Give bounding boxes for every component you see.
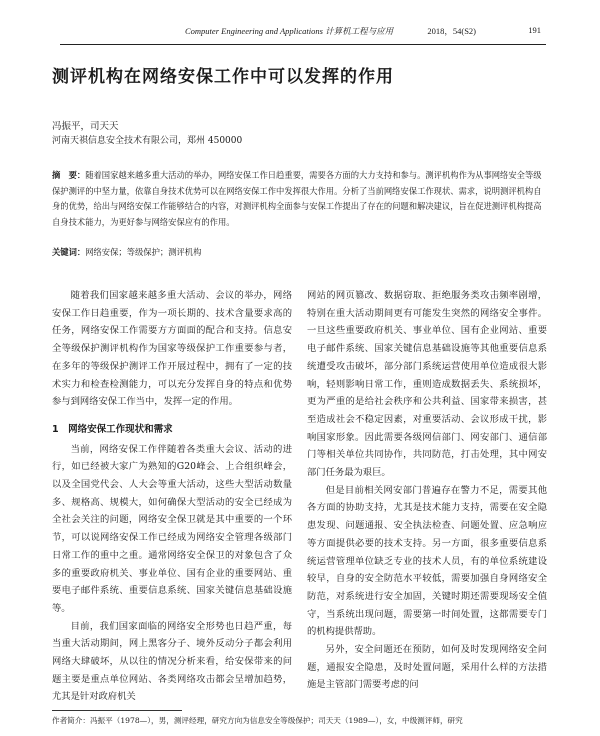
body-column-left — [52, 287, 292, 706]
section-1-paragraph-1: 当前，网络安保工作伴随着各类重大会议、活动的进行，如已经被大家广为熟知的G20峰会、上合组织峰会，以及全国党代会、人大会等重大活动，这些大型活动数量多、规格高、规模大，如何确保大型活动的安全已经成为全社会关注的问题，网络安全保卫就是其中重要的一个环节，可以说网络安保工作已经成为网络安全管理各级部门日常工作的重中之重。通常网络安全保卫的对象包含了众多的重要政府机关、事业单位、国有企业的重要网站、重要电子邮件系统、重要信息系统、国家关键信息基础设施等。 — [52, 443, 292, 614]
footnote-divider — [52, 710, 182, 711]
right-paragraph-1: 网站的网页篡改、数据窃取、拒绝服务类攻击频率剧增，特别在重大活动期间更有可能发生突然的网络安全事件。一旦这些重要政府机关、事业单位、国有企业网站、重要电子邮件系统、国家关键信息基础设施等其他重要信息系统遭受攻击破坏，部分部门系统运营使用单位造成很大影响，轻则影响日常工作，重则造成数据丢失、系统损坏，更为严重的是给社会秩序和公共利益、国家带来损害，甚至造成社会不稳定因素，对重要活动、会议形成干扰，影响国家形象。因此需要各级网信部门、网安部门、通信部门等相关单位共同协作，共同防范，打击处理，其中网安部门任务最为艰巨。 — [307, 290, 547, 479]
right-paragraph-2: 但是目前相关网安部门普遍存在警力不足，需要其他各方面的协助支持，尤其是技术能力支持，需要在安全隐患发现、问题通报、安全执法检查、问题处置、应急响应等方面提供必要的技术支持。另一方面，很多重要信息系统运营管理单位缺乏专业的技术人员，有的单位系统建设较早，自身的安全防范水平较低，需要加强自身网络安全防范，对系统进行安全加固，关键时期还需要现场安全值守，当系统出现问题，需要第一时间处置，这都需要专门的机构提供帮助。 — [307, 484, 547, 638]
keywords-label: 关键词： — [52, 247, 86, 257]
keywords-text: 网络安保；等级保护；测评机构 — [85, 247, 202, 257]
issue-info: 2018，54(S2) — [427, 26, 476, 36]
abstract-label: 摘 要： — [52, 170, 86, 180]
paper-title: 测评机构在网络安保工作中可以发挥的作用 — [52, 67, 394, 87]
authors: 冯振平，司天天 — [52, 121, 119, 132]
body-column-right — [307, 287, 547, 694]
abstract — [52, 168, 546, 230]
abstract-text: 随着国家越来越多重大活动的举办，网络安保工作日趋重要，需要各方面的大力支持和参与。测评机构作为从事网络安全等级保护测评的中坚力量，依靠自身技术优势可以在网络安保工作中发挥很大作用。分析了当前网络安保工作现状、需求，说明测评机构自身的优势，给出与网络安保工作能够结合的内容，对测评机构全面参与安保工作提出了存在的问题和解决建议，旨在促进测评机构提高自身技术能力，为更好参与网络安保应有的作用。 — [52, 170, 542, 227]
affiliation: 河南天祺信息安全技术有限公司，郑州 450000 — [52, 136, 243, 146]
footnote: 作者简介：冯振平（1978—），男，测评经理，研究方向为信息安全等级保护；司天天（1989—），女，中级测评师，研究 — [52, 716, 463, 725]
section-1-paragraph-2: 目前，我们国家面临的网络安全形势也日趋严重，每当重大活动期间，网上黑客分子、境外反动分子都会利用网络大肆破坏，从以往的情况分析来看，给安保带来的问题主要是重点单位网站、各类网络攻击都会呈增加趋势，尤其是针对政府机关 — [52, 620, 292, 703]
section-1-heading: 1 网络安保工作现状和需求 — [52, 423, 173, 435]
keywords — [52, 246, 546, 258]
intro-paragraph: 随着我们国家越来越多重大活动、会议的举办，网络安保工作日趋重要，作为一项长期的、技术含量要求高的任务，网络安保工作需要方方面面的配合和支持。信息安全等级保护测评机构作为国家等级保护工作重要参与者，在多年的等级保护测评工作开展过程中，拥有了一定的技术实力和检查检测能力，可以充分发挥自身的特点和优势参与到网络安保工作当中，发挥一定的作用。 — [52, 290, 292, 408]
running-header — [60, 22, 546, 45]
page-number: 191 — [528, 25, 541, 35]
journal-name: Computer Engineering and Applications 计算机工程与应用 — [185, 26, 394, 36]
right-paragraph-3: 另外，安全问题还在预防，如何及时发现网络安全问题，通报安全隐患，及时处置问题，采用什么样的方法措施是主管部门需要考虑的问 — [307, 644, 547, 691]
